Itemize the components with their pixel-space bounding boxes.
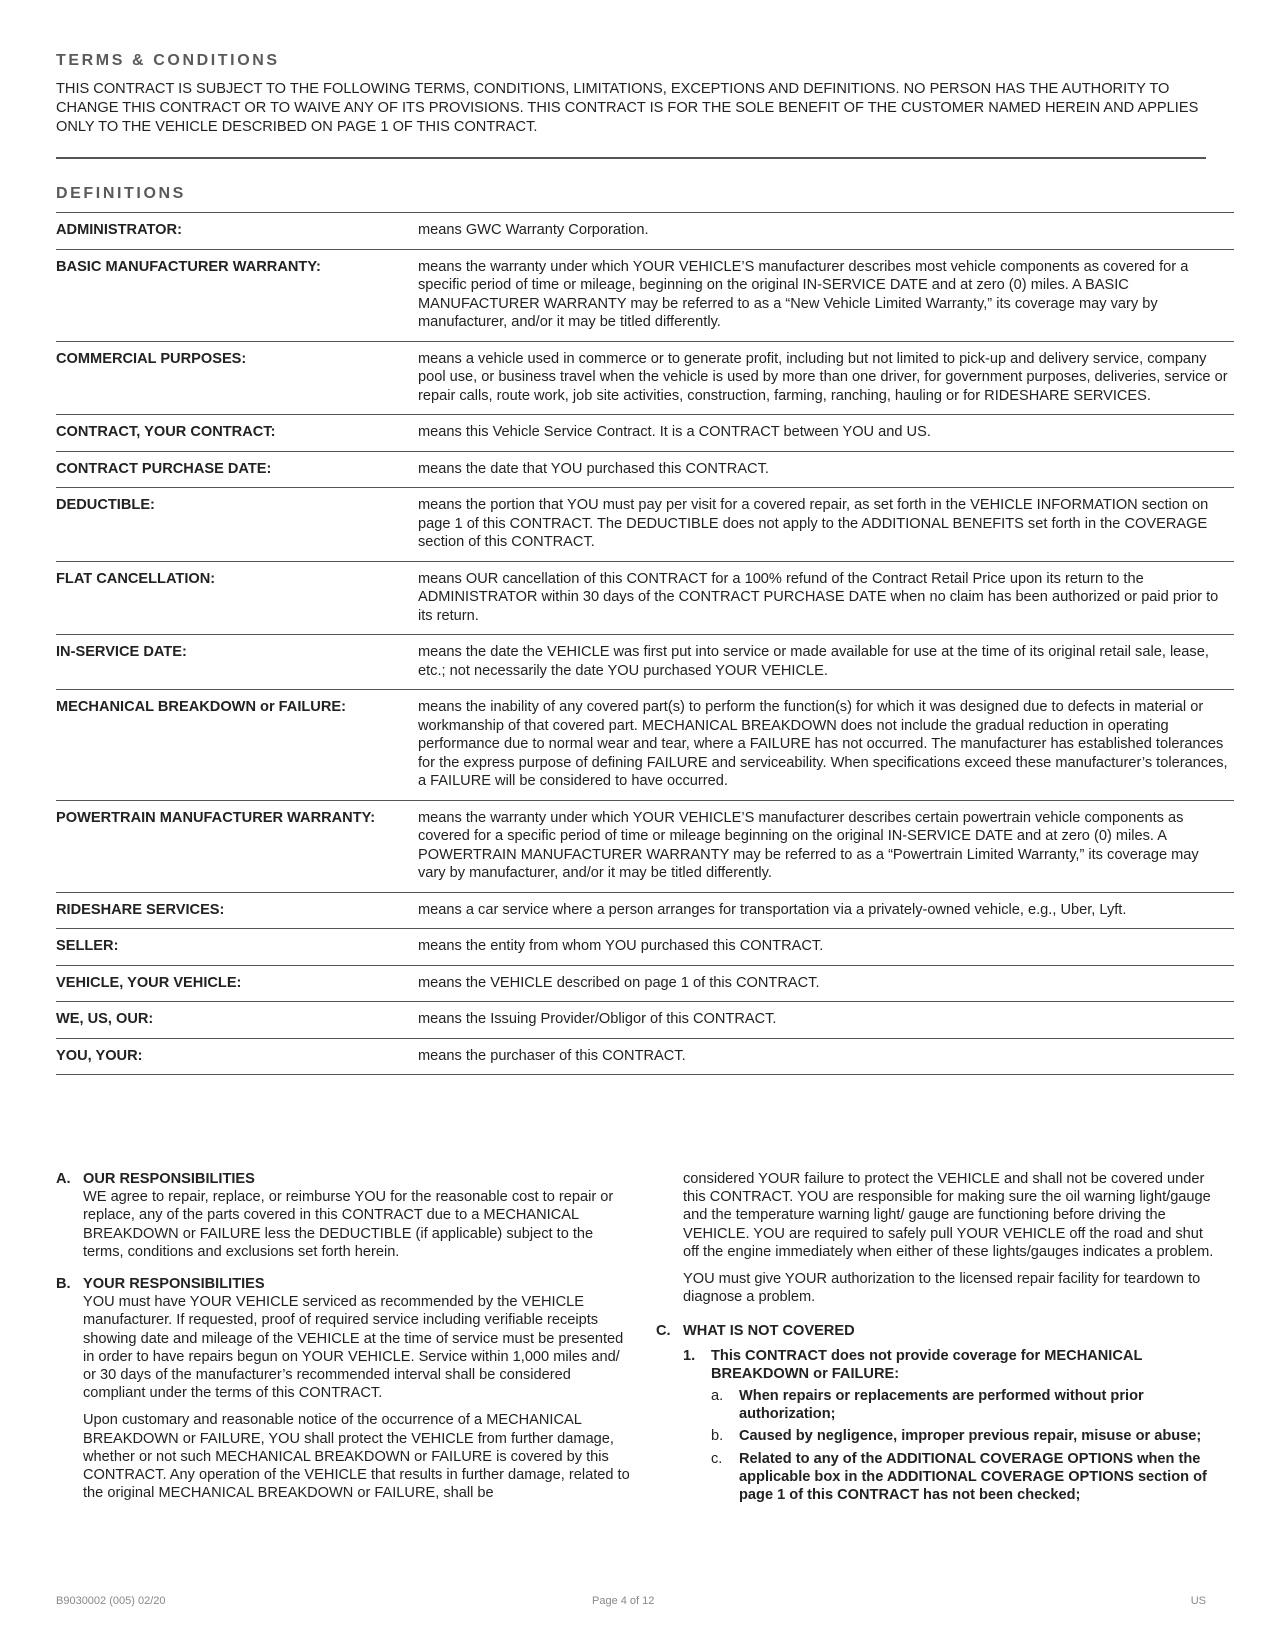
definition-row	[56, 452, 1234, 489]
section-paragraph: considered YOUR failure to protect the VEHICLE and shall not be covered under this CONTRACT. YOU are responsible for making sure the oil warning light/gauge and the temperature warning light/ gauge are functioning before driving the VEHICLE. YOU are required to safely pull YOUR VEHICLE off the road and shut off the engine immediately when either of these lights/gauges indicates a problem.	[683, 1171, 1214, 1260]
section-heading: OUR RESPONSIBILITIES	[83, 1171, 255, 1187]
definition-term: CONTRACT, YOUR CONTRACT:	[56, 424, 276, 440]
definition-row	[56, 1039, 1234, 1076]
two-column-body	[56, 1170, 1234, 1516]
definition-term: BASIC MANUFACTURER WARRANTY:	[56, 258, 321, 275]
section-divider	[56, 157, 1206, 159]
definition-term: ADMINISTRATOR:	[56, 222, 182, 238]
definition-row	[56, 213, 1234, 250]
document-page	[56, 52, 1234, 1075]
section-a	[56, 1170, 636, 1261]
section-letter: B.	[56, 1276, 71, 1293]
definition-meaning: means this Vehicle Service Contract. It is a CONTRACT between YOU and US.	[418, 424, 931, 440]
subitem-text: Caused by negligence, improper previous repair, misuse or abuse;	[739, 1428, 1202, 1445]
exclusion-subitem	[711, 1450, 1216, 1505]
definition-row	[56, 1002, 1234, 1039]
form-number: B9030002 (005) 02/20	[56, 1595, 166, 1607]
definition-row	[56, 415, 1234, 452]
definition-row	[56, 929, 1234, 966]
terms-title: TERMS & CONDITIONS	[56, 52, 280, 69]
definition-row	[56, 966, 1234, 1003]
definition-meaning: means the warranty under which YOUR VEHICLE’S manufacturer describes most vehicle components as covered for a specific period of time or mileage, beginning on the original IN-SERVICE DATE and at zero (0) miles. A BASIC MANUFACTURER WARRANTY may be referred to as a “New Vehicle Limited Warranty,” its coverage may vary by manufacturer, and/or it may be titled differently.	[418, 258, 1189, 330]
exclusion-subitem	[711, 1387, 1216, 1423]
definition-term: WE, US, OUR:	[56, 1011, 154, 1027]
section-letter: C.	[656, 1323, 671, 1340]
section-b-continued	[656, 1170, 1216, 1306]
definition-meaning: means the Issuing Provider/Obligor of this CONTRACT.	[418, 1011, 777, 1027]
definition-term: DEDUCTIBLE:	[56, 497, 155, 513]
terms-intro: THIS CONTRACT IS SUBJECT TO THE FOLLOWING TERMS, CONDITIONS, LIMITATIONS, EXCEPTIONS AND DEFINITIONS. NO PERSON HAS THE AUTHORITY TO CHANGE THIS CONTRACT OR TO WAIVE ANY OF ITS PROVISIONS. THIS CONTRACT IS FOR THE SOLE BENEFIT OF THE CUSTOMER NAMED HEREIN AND APPLIES ONLY TO THE VEHICLE DESCRIBED ON PAGE 1 OF THIS CONTRACT.	[56, 81, 1199, 135]
section-paragraph: YOU must have YOUR VEHICLE serviced as recommended by the VEHICLE manufacturer. If requested, proof of required service including verifiable receipts showing date and mileage of the VEHICLE at the time of service must be presented in order to have repairs begun on YOUR VEHICLE. Service within 1,000 miles and/ or 30 days of the manufacturer’s recommended interval shall be considered compliant under the terms of this CONTRACT.	[83, 1294, 624, 1402]
page-number: Page 4 of 12	[592, 1595, 655, 1607]
item-text: This CONTRACT does not provide coverage for MECHANICAL BREAKDOWN or FAILURE:	[711, 1347, 1143, 1382]
section-text: WE agree to repair, replace, or reimburse YOU for the reasonable cost to repair or replace, any of the parts covered in this CONTRACT due to a MECHANICAL BREAKDOWN or FAILURE less the DEDUCTIBLE (if applicable) subject to the terms, conditions and exclusions set forth herein.	[83, 1189, 614, 1260]
definition-meaning: means the portion that YOU must pay per visit for a covered repair, as set forth in the VEHICLE INFORMATION section on page 1 of this CONTRACT. The DEDUCTIBLE does not apply to the ADDITIONAL BENEFITS set forth in the COVERAGE section of this CONTRACT.	[418, 497, 1209, 550]
definitions-table	[56, 212, 1234, 1075]
definition-term: IN-SERVICE DATE:	[56, 644, 187, 660]
definition-meaning: means the date that YOU purchased this CONTRACT.	[418, 460, 769, 477]
definition-meaning: means OUR cancellation of this CONTRACT for a 100% refund of the Contract Retail Price upon its return to the ADMINISTRATOR within 30 days of the CONTRACT PURCHASE DATE when no claim has been authorized or paid prior to its return.	[418, 570, 1219, 624]
definition-term: POWERTRAIN MANUFACTURER WARRANTY:	[56, 809, 376, 826]
definition-row	[56, 342, 1234, 416]
subitem-text: Related to any of the ADDITIONAL COVERAGE OPTIONS when the applicable box in the ADDITIONAL COVERAGE OPTIONS section of page 1 of this CONTRACT has not been checked;	[739, 1450, 1207, 1504]
definition-meaning: means the warranty under which YOUR VEHICLE’S manufacturer describes certain powertrain vehicle components as covered for a specific period of time or mileage beginning on the original IN-SERVICE DATE and at zero (0) miles. A POWERTRAIN MANUFACTURER WARRANTY may be referred to as a “Powertrain Limited Warranty,” its coverage may vary by manufacturer, and/or it may be titled differently.	[418, 809, 1199, 881]
definition-meaning: means the purchaser of this CONTRACT.	[418, 1047, 686, 1064]
section-b	[56, 1275, 636, 1502]
definition-row	[56, 635, 1234, 690]
definition-term: FLAT CANCELLATION:	[56, 570, 216, 587]
item-number: 1.	[683, 1347, 696, 1364]
definition-term: COMMERCIAL PURPOSES:	[56, 350, 247, 367]
section-heading: WHAT IS NOT COVERED	[683, 1323, 855, 1340]
definition-term: SELLER:	[56, 938, 119, 954]
definition-row	[56, 488, 1234, 562]
definition-meaning: means a car service where a person arranges for transportation via a privately-owned vehicle, e.g., Uber, Lyft.	[418, 901, 1127, 918]
exclusion-list	[656, 1347, 1216, 1505]
section-letter: A.	[56, 1171, 71, 1187]
definition-meaning: means GWC Warranty Corporation.	[418, 222, 649, 238]
definition-meaning: means the entity from whom YOU purchased this CONTRACT.	[418, 938, 824, 954]
definition-term: CONTRACT PURCHASE DATE:	[56, 460, 272, 477]
subitem-letter: c.	[711, 1450, 723, 1467]
section-c	[656, 1322, 1216, 1340]
exclusion-subitem	[711, 1427, 1216, 1445]
definition-term: RIDESHARE SERVICES:	[56, 901, 225, 918]
right-column	[656, 1170, 1216, 1516]
subitem-letter: a.	[711, 1388, 724, 1405]
definition-meaning: means the inability of any covered part(s) to perform the function(s) for which it was designed due to defects in material or workmanship of that covered part. MECHANICAL BREAKDOWN does not include the gradual reduction in operating performance due to normal wear and tear, where a FAILURE has not occurred. The manufacturer has established tolerances for the express purpose of defining FAILURE and serviceability. When specifications exceed these manufacturer’s tolerances, a FAILURE will be considered to have occurred.	[418, 699, 1228, 789]
definition-term: YOU, YOUR:	[56, 1047, 143, 1064]
definitions-title: DEFINITIONS	[56, 185, 186, 202]
section-paragraph: Upon customary and reasonable notice of the occurrence of a MECHANICAL BREAKDOWN or FAILURE, YOU shall protect the VEHICLE from further damage, whether or not such MECHANICAL BREAKDOWN or FAILURE is covered by this CONTRACT. Any operation of the VEHICLE that results in further damage, related to the original MECHANICAL BREAKDOWN or FAILURE, shall be	[83, 1412, 630, 1502]
definition-row	[56, 801, 1234, 893]
subitem-text: When repairs or replacements are performed without prior authorization;	[739, 1388, 1144, 1423]
definition-meaning: means the date the VEHICLE was first put into service or made available for use at the time of its original retail sale, lease, etc.; not necessarily the date YOU purchased YOUR VEHICLE.	[418, 644, 1209, 679]
definition-row	[56, 690, 1234, 801]
definition-meaning: means a vehicle used in commerce or to generate profit, including but not limited to pick-up and delivery service, company pool use, or business travel when the vehicle is used by more than one driver, for government purposes, deliveries, service or repair calls, route work, job site activities, construction, farming, ranching, hauling or for RIDESHARE SERVICES.	[418, 350, 1228, 404]
definition-meaning: means the VEHICLE described on page 1 of this CONTRACT.	[418, 974, 820, 991]
region-code: US	[1190, 1595, 1206, 1607]
definition-row	[56, 893, 1234, 930]
exclusion-item	[656, 1347, 1216, 1505]
subitem-letter: b.	[711, 1428, 724, 1445]
definition-term: MECHANICAL BREAKDOWN or FAILURE:	[56, 699, 346, 715]
section-heading: YOUR RESPONSIBILITIES	[83, 1276, 265, 1293]
definition-row	[56, 562, 1234, 636]
left-column	[56, 1170, 636, 1516]
definition-row	[56, 250, 1234, 342]
definition-term: VEHICLE, YOUR VEHICLE:	[56, 974, 242, 991]
section-paragraph: YOU must give YOUR authorization to the licensed repair facility for teardown to diagnose a problem.	[683, 1271, 1201, 1306]
